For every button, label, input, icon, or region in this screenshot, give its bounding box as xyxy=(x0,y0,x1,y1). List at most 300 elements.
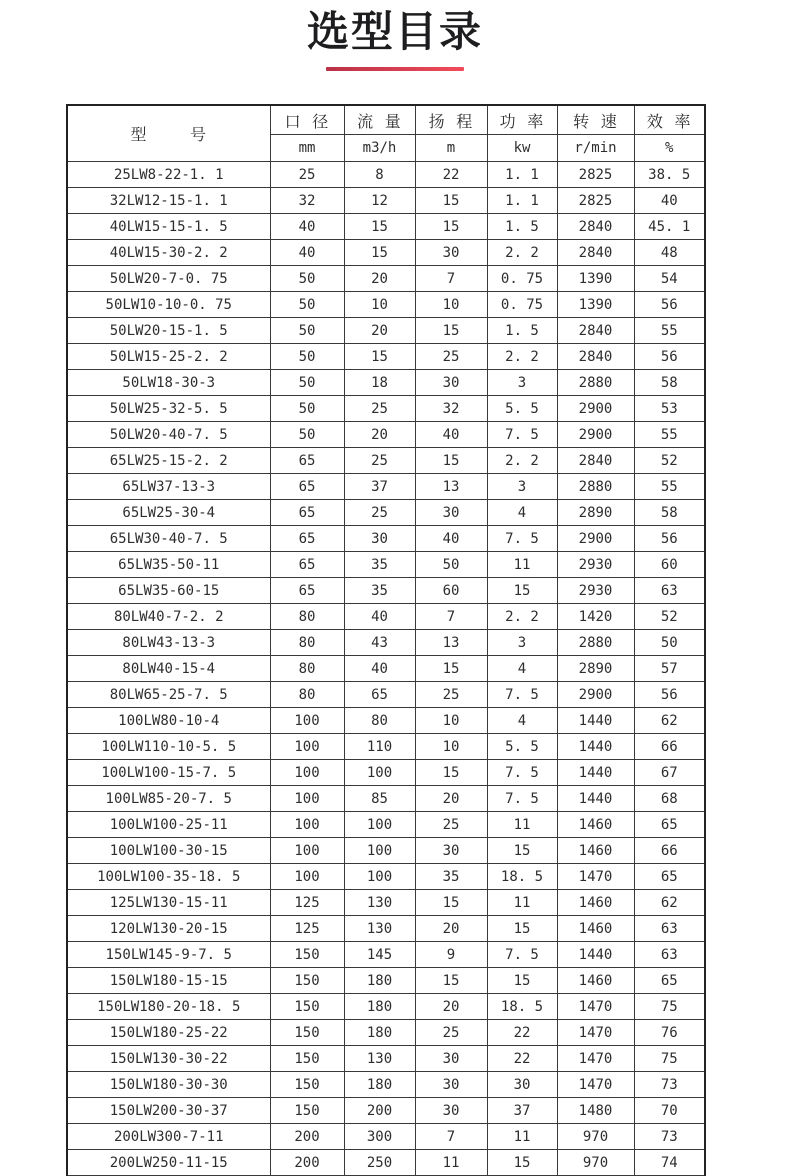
cell-speed: 1470 xyxy=(557,1046,634,1072)
cell-flow: 15 xyxy=(344,214,415,240)
cell-power: 7. 5 xyxy=(487,760,557,786)
cell-speed: 2900 xyxy=(557,396,634,422)
cell-model: 100LW100-25-11 xyxy=(67,812,270,838)
cell-efficiency: 53 xyxy=(634,396,705,422)
cell-diameter: 100 xyxy=(270,812,344,838)
cell-model: 150LW180-20-18. 5 xyxy=(67,994,270,1020)
cell-flow: 35 xyxy=(344,578,415,604)
table-row xyxy=(67,396,705,422)
cell-head: 15 xyxy=(415,318,487,344)
cell-speed: 2890 xyxy=(557,500,634,526)
cell-power: 7. 5 xyxy=(487,682,557,708)
cell-speed: 2840 xyxy=(557,214,634,240)
cell-efficiency: 57 xyxy=(634,656,705,682)
cell-model: 200LW300-7-11 xyxy=(67,1124,270,1150)
cell-model: 50LW25-32-5. 5 xyxy=(67,396,270,422)
header-col-5-label: 效 率 xyxy=(634,105,705,135)
cell-speed: 1470 xyxy=(557,994,634,1020)
cell-power: 30 xyxy=(487,1072,557,1098)
cell-diameter: 200 xyxy=(270,1124,344,1150)
table-row xyxy=(67,760,705,786)
cell-efficiency: 48 xyxy=(634,240,705,266)
cell-head: 30 xyxy=(415,240,487,266)
cell-flow: 15 xyxy=(344,240,415,266)
cell-efficiency: 38. 5 xyxy=(634,162,705,188)
cell-model: 100LW85-20-7. 5 xyxy=(67,786,270,812)
cell-diameter: 80 xyxy=(270,630,344,656)
cell-diameter: 150 xyxy=(270,994,344,1020)
cell-model: 40LW15-15-1. 5 xyxy=(67,214,270,240)
cell-power: 3 xyxy=(487,370,557,396)
table-row xyxy=(67,162,705,188)
cell-speed: 2825 xyxy=(557,162,634,188)
table-row xyxy=(67,1098,705,1124)
table-row xyxy=(67,292,705,318)
cell-flow: 40 xyxy=(344,604,415,630)
cell-power: 22 xyxy=(487,1020,557,1046)
cell-power: 7. 5 xyxy=(487,786,557,812)
cell-flow: 43 xyxy=(344,630,415,656)
cell-efficiency: 62 xyxy=(634,708,705,734)
cell-diameter: 80 xyxy=(270,604,344,630)
cell-diameter: 100 xyxy=(270,786,344,812)
table-row xyxy=(67,188,705,214)
cell-power: 1. 5 xyxy=(487,214,557,240)
cell-model: 65LW37-13-3 xyxy=(67,474,270,500)
cell-flow: 130 xyxy=(344,1046,415,1072)
cell-speed: 2900 xyxy=(557,422,634,448)
cell-model: 25LW8-22-1. 1 xyxy=(67,162,270,188)
cell-flow: 250 xyxy=(344,1150,415,1176)
cell-flow: 20 xyxy=(344,318,415,344)
cell-head: 10 xyxy=(415,734,487,760)
table-row xyxy=(67,656,705,682)
cell-model: 50LW20-40-7. 5 xyxy=(67,422,270,448)
header-model: 型 号 xyxy=(67,105,270,162)
table-row xyxy=(67,994,705,1020)
cell-efficiency: 65 xyxy=(634,812,705,838)
cell-efficiency: 45. 1 xyxy=(634,214,705,240)
cell-diameter: 65 xyxy=(270,526,344,552)
cell-diameter: 80 xyxy=(270,682,344,708)
table-row xyxy=(67,968,705,994)
cell-efficiency: 58 xyxy=(634,370,705,396)
cell-speed: 1470 xyxy=(557,864,634,890)
cell-speed: 2840 xyxy=(557,240,634,266)
cell-power: 11 xyxy=(487,1124,557,1150)
cell-power: 1. 1 xyxy=(487,188,557,214)
cell-speed: 2825 xyxy=(557,188,634,214)
cell-head: 25 xyxy=(415,1020,487,1046)
table-row xyxy=(67,786,705,812)
cell-speed: 1440 xyxy=(557,760,634,786)
table-header xyxy=(67,105,705,162)
cell-model: 40LW15-30-2. 2 xyxy=(67,240,270,266)
cell-diameter: 100 xyxy=(270,838,344,864)
cell-efficiency: 63 xyxy=(634,578,705,604)
cell-efficiency: 66 xyxy=(634,838,705,864)
cell-flow: 85 xyxy=(344,786,415,812)
cell-efficiency: 66 xyxy=(634,734,705,760)
title-underline xyxy=(326,67,464,71)
cell-flow: 12 xyxy=(344,188,415,214)
cell-diameter: 50 xyxy=(270,344,344,370)
table-row xyxy=(67,318,705,344)
cell-head: 22 xyxy=(415,162,487,188)
cell-power: 7. 5 xyxy=(487,422,557,448)
cell-speed: 1390 xyxy=(557,266,634,292)
cell-flow: 80 xyxy=(344,708,415,734)
cell-diameter: 65 xyxy=(270,552,344,578)
cell-flow: 100 xyxy=(344,864,415,890)
cell-model: 50LW15-25-2. 2 xyxy=(67,344,270,370)
header-label-row xyxy=(67,105,705,135)
cell-head: 25 xyxy=(415,812,487,838)
cell-head: 20 xyxy=(415,994,487,1020)
cell-speed: 970 xyxy=(557,1150,634,1176)
cell-speed: 1440 xyxy=(557,942,634,968)
cell-flow: 40 xyxy=(344,656,415,682)
cell-model: 50LW20-15-1. 5 xyxy=(67,318,270,344)
header-col-2-unit: m xyxy=(415,135,487,162)
table-row xyxy=(67,240,705,266)
cell-efficiency: 70 xyxy=(634,1098,705,1124)
cell-flow: 100 xyxy=(344,760,415,786)
cell-speed: 2880 xyxy=(557,474,634,500)
cell-head: 60 xyxy=(415,578,487,604)
cell-model: 200LW250-11-15 xyxy=(67,1150,270,1176)
cell-model: 100LW100-35-18. 5 xyxy=(67,864,270,890)
cell-model: 50LW10-10-0. 75 xyxy=(67,292,270,318)
cell-head: 15 xyxy=(415,214,487,240)
table-row xyxy=(67,942,705,968)
cell-efficiency: 52 xyxy=(634,604,705,630)
header-col-0-label: 口 径 xyxy=(270,105,344,135)
cell-efficiency: 75 xyxy=(634,994,705,1020)
table-row xyxy=(67,474,705,500)
cell-speed: 1460 xyxy=(557,838,634,864)
table-row xyxy=(67,1046,705,1072)
cell-diameter: 65 xyxy=(270,578,344,604)
cell-head: 15 xyxy=(415,968,487,994)
cell-head: 7 xyxy=(415,604,487,630)
cell-diameter: 125 xyxy=(270,890,344,916)
cell-diameter: 100 xyxy=(270,734,344,760)
cell-diameter: 150 xyxy=(270,1098,344,1124)
cell-diameter: 150 xyxy=(270,1072,344,1098)
cell-model: 65LW35-50-11 xyxy=(67,552,270,578)
cell-model: 150LW130-30-22 xyxy=(67,1046,270,1072)
cell-model: 65LW25-15-2. 2 xyxy=(67,448,270,474)
cell-diameter: 125 xyxy=(270,916,344,942)
cell-model: 80LW40-7-2. 2 xyxy=(67,604,270,630)
header-col-4-unit: r/min xyxy=(557,135,634,162)
cell-efficiency: 58 xyxy=(634,500,705,526)
cell-flow: 20 xyxy=(344,266,415,292)
cell-diameter: 40 xyxy=(270,214,344,240)
cell-diameter: 50 xyxy=(270,318,344,344)
table-row xyxy=(67,578,705,604)
cell-diameter: 50 xyxy=(270,370,344,396)
table-row xyxy=(67,890,705,916)
cell-diameter: 50 xyxy=(270,292,344,318)
cell-power: 4 xyxy=(487,708,557,734)
cell-head: 35 xyxy=(415,864,487,890)
cell-model: 150LW180-15-15 xyxy=(67,968,270,994)
cell-power: 3 xyxy=(487,630,557,656)
cell-head: 25 xyxy=(415,344,487,370)
cell-diameter: 100 xyxy=(270,760,344,786)
cell-speed: 2840 xyxy=(557,318,634,344)
cell-head: 32 xyxy=(415,396,487,422)
cell-speed: 1470 xyxy=(557,1020,634,1046)
cell-speed: 1460 xyxy=(557,812,634,838)
cell-power: 4 xyxy=(487,500,557,526)
cell-power: 0. 75 xyxy=(487,266,557,292)
cell-efficiency: 75 xyxy=(634,1046,705,1072)
cell-head: 30 xyxy=(415,500,487,526)
cell-head: 30 xyxy=(415,1072,487,1098)
cell-head: 7 xyxy=(415,266,487,292)
cell-head: 15 xyxy=(415,760,487,786)
cell-flow: 145 xyxy=(344,942,415,968)
table-row xyxy=(67,422,705,448)
cell-flow: 110 xyxy=(344,734,415,760)
cell-diameter: 65 xyxy=(270,500,344,526)
cell-efficiency: 65 xyxy=(634,968,705,994)
cell-flow: 180 xyxy=(344,968,415,994)
cell-flow: 18 xyxy=(344,370,415,396)
header-col-5-unit: % xyxy=(634,135,705,162)
header-col-3-label: 功 率 xyxy=(487,105,557,135)
cell-head: 13 xyxy=(415,474,487,500)
cell-diameter: 150 xyxy=(270,968,344,994)
cell-power: 2. 2 xyxy=(487,448,557,474)
cell-speed: 2930 xyxy=(557,552,634,578)
cell-power: 15 xyxy=(487,968,557,994)
cell-flow: 30 xyxy=(344,526,415,552)
cell-speed: 1440 xyxy=(557,786,634,812)
cell-head: 50 xyxy=(415,552,487,578)
cell-head: 13 xyxy=(415,630,487,656)
table-row xyxy=(67,812,705,838)
cell-flow: 130 xyxy=(344,890,415,916)
cell-efficiency: 52 xyxy=(634,448,705,474)
cell-head: 10 xyxy=(415,708,487,734)
table-row xyxy=(67,864,705,890)
table-row xyxy=(67,1150,705,1176)
cell-power: 15 xyxy=(487,916,557,942)
cell-flow: 65 xyxy=(344,682,415,708)
cell-speed: 2900 xyxy=(557,526,634,552)
cell-power: 18. 5 xyxy=(487,864,557,890)
cell-diameter: 150 xyxy=(270,1020,344,1046)
header-col-4-label: 转 速 xyxy=(557,105,634,135)
cell-efficiency: 76 xyxy=(634,1020,705,1046)
cell-diameter: 32 xyxy=(270,188,344,214)
cell-model: 100LW110-10-5. 5 xyxy=(67,734,270,760)
cell-flow: 180 xyxy=(344,994,415,1020)
table-body xyxy=(67,162,705,1176)
cell-head: 20 xyxy=(415,786,487,812)
cell-flow: 100 xyxy=(344,838,415,864)
cell-efficiency: 56 xyxy=(634,682,705,708)
cell-speed: 1460 xyxy=(557,916,634,942)
cell-efficiency: 65 xyxy=(634,864,705,890)
cell-power: 0. 75 xyxy=(487,292,557,318)
cell-flow: 15 xyxy=(344,344,415,370)
cell-efficiency: 54 xyxy=(634,266,705,292)
cell-head: 20 xyxy=(415,916,487,942)
cell-power: 11 xyxy=(487,890,557,916)
cell-flow: 25 xyxy=(344,448,415,474)
cell-speed: 1440 xyxy=(557,708,634,734)
cell-efficiency: 56 xyxy=(634,344,705,370)
cell-model: 65LW25-30-4 xyxy=(67,500,270,526)
cell-diameter: 200 xyxy=(270,1150,344,1176)
cell-head: 30 xyxy=(415,370,487,396)
cell-head: 7 xyxy=(415,1124,487,1150)
cell-efficiency: 62 xyxy=(634,890,705,916)
table-row xyxy=(67,838,705,864)
cell-flow: 37 xyxy=(344,474,415,500)
cell-diameter: 50 xyxy=(270,422,344,448)
table-row xyxy=(67,526,705,552)
cell-head: 40 xyxy=(415,422,487,448)
cell-power: 2. 2 xyxy=(487,344,557,370)
cell-head: 9 xyxy=(415,942,487,968)
cell-speed: 2840 xyxy=(557,344,634,370)
cell-model: 65LW30-40-7. 5 xyxy=(67,526,270,552)
table-row xyxy=(67,734,705,760)
cell-diameter: 25 xyxy=(270,162,344,188)
cell-diameter: 50 xyxy=(270,396,344,422)
cell-efficiency: 73 xyxy=(634,1072,705,1098)
cell-speed: 1460 xyxy=(557,968,634,994)
cell-model: 80LW43-13-3 xyxy=(67,630,270,656)
cell-efficiency: 60 xyxy=(634,552,705,578)
cell-diameter: 65 xyxy=(270,474,344,500)
cell-flow: 180 xyxy=(344,1072,415,1098)
cell-speed: 1480 xyxy=(557,1098,634,1124)
cell-model: 80LW40-15-4 xyxy=(67,656,270,682)
header-col-2-label: 扬 程 xyxy=(415,105,487,135)
cell-model: 50LW18-30-3 xyxy=(67,370,270,396)
cell-flow: 100 xyxy=(344,812,415,838)
cell-power: 11 xyxy=(487,812,557,838)
cell-speed: 2900 xyxy=(557,682,634,708)
table-row xyxy=(67,370,705,396)
cell-speed: 1470 xyxy=(557,1072,634,1098)
table-row xyxy=(67,344,705,370)
cell-model: 100LW100-30-15 xyxy=(67,838,270,864)
cell-speed: 2930 xyxy=(557,578,634,604)
header-col-1-label: 流 量 xyxy=(344,105,415,135)
cell-flow: 20 xyxy=(344,422,415,448)
cell-speed: 2880 xyxy=(557,370,634,396)
cell-flow: 300 xyxy=(344,1124,415,1150)
cell-diameter: 150 xyxy=(270,1046,344,1072)
cell-model: 125LW130-15-11 xyxy=(67,890,270,916)
cell-power: 11 xyxy=(487,552,557,578)
cell-power: 37 xyxy=(487,1098,557,1124)
cell-diameter: 100 xyxy=(270,708,344,734)
cell-efficiency: 50 xyxy=(634,630,705,656)
page-title: 选型目录 xyxy=(306,7,483,56)
table-row xyxy=(67,682,705,708)
table-row xyxy=(67,266,705,292)
table-row xyxy=(67,552,705,578)
cell-flow: 25 xyxy=(344,500,415,526)
cell-flow: 130 xyxy=(344,916,415,942)
cell-flow: 8 xyxy=(344,162,415,188)
cell-head: 30 xyxy=(415,1046,487,1072)
header-col-0-unit: mm xyxy=(270,135,344,162)
cell-flow: 35 xyxy=(344,552,415,578)
table-row xyxy=(67,604,705,630)
cell-model: 80LW65-25-7. 5 xyxy=(67,682,270,708)
cell-efficiency: 55 xyxy=(634,474,705,500)
cell-flow: 10 xyxy=(344,292,415,318)
cell-model: 150LW180-30-30 xyxy=(67,1072,270,1098)
cell-model: 120LW130-20-15 xyxy=(67,916,270,942)
table-row xyxy=(67,1124,705,1150)
cell-speed: 1440 xyxy=(557,734,634,760)
cell-flow: 25 xyxy=(344,396,415,422)
cell-efficiency: 56 xyxy=(634,526,705,552)
cell-efficiency: 56 xyxy=(634,292,705,318)
cell-power: 1. 5 xyxy=(487,318,557,344)
cell-efficiency: 74 xyxy=(634,1150,705,1176)
header-col-3-unit: kw xyxy=(487,135,557,162)
cell-power: 7. 5 xyxy=(487,942,557,968)
cell-model: 65LW35-60-15 xyxy=(67,578,270,604)
cell-model: 100LW80-10-4 xyxy=(67,708,270,734)
selection-table xyxy=(66,104,706,1176)
cell-efficiency: 73 xyxy=(634,1124,705,1150)
cell-head: 30 xyxy=(415,1098,487,1124)
header-col-1-unit: m3/h xyxy=(344,135,415,162)
cell-efficiency: 40 xyxy=(634,188,705,214)
cell-head: 15 xyxy=(415,656,487,682)
cell-speed: 2890 xyxy=(557,656,634,682)
cell-power: 18. 5 xyxy=(487,994,557,1020)
cell-model: 150LW180-25-22 xyxy=(67,1020,270,1046)
cell-diameter: 150 xyxy=(270,942,344,968)
cell-efficiency: 67 xyxy=(634,760,705,786)
cell-diameter: 50 xyxy=(270,266,344,292)
table-row xyxy=(67,1072,705,1098)
cell-speed: 2840 xyxy=(557,448,634,474)
cell-head: 25 xyxy=(415,682,487,708)
cell-power: 2. 2 xyxy=(487,240,557,266)
cell-efficiency: 63 xyxy=(634,916,705,942)
cell-efficiency: 63 xyxy=(634,942,705,968)
cell-diameter: 80 xyxy=(270,656,344,682)
table-row xyxy=(67,214,705,240)
cell-speed: 1420 xyxy=(557,604,634,630)
cell-diameter: 40 xyxy=(270,240,344,266)
cell-head: 15 xyxy=(415,188,487,214)
cell-model: 32LW12-15-1. 1 xyxy=(67,188,270,214)
cell-power: 5. 5 xyxy=(487,734,557,760)
cell-head: 40 xyxy=(415,526,487,552)
table-row xyxy=(67,1020,705,1046)
cell-model: 150LW145-9-7. 5 xyxy=(67,942,270,968)
cell-power: 7. 5 xyxy=(487,526,557,552)
cell-speed: 970 xyxy=(557,1124,634,1150)
cell-model: 150LW200-30-37 xyxy=(67,1098,270,1124)
